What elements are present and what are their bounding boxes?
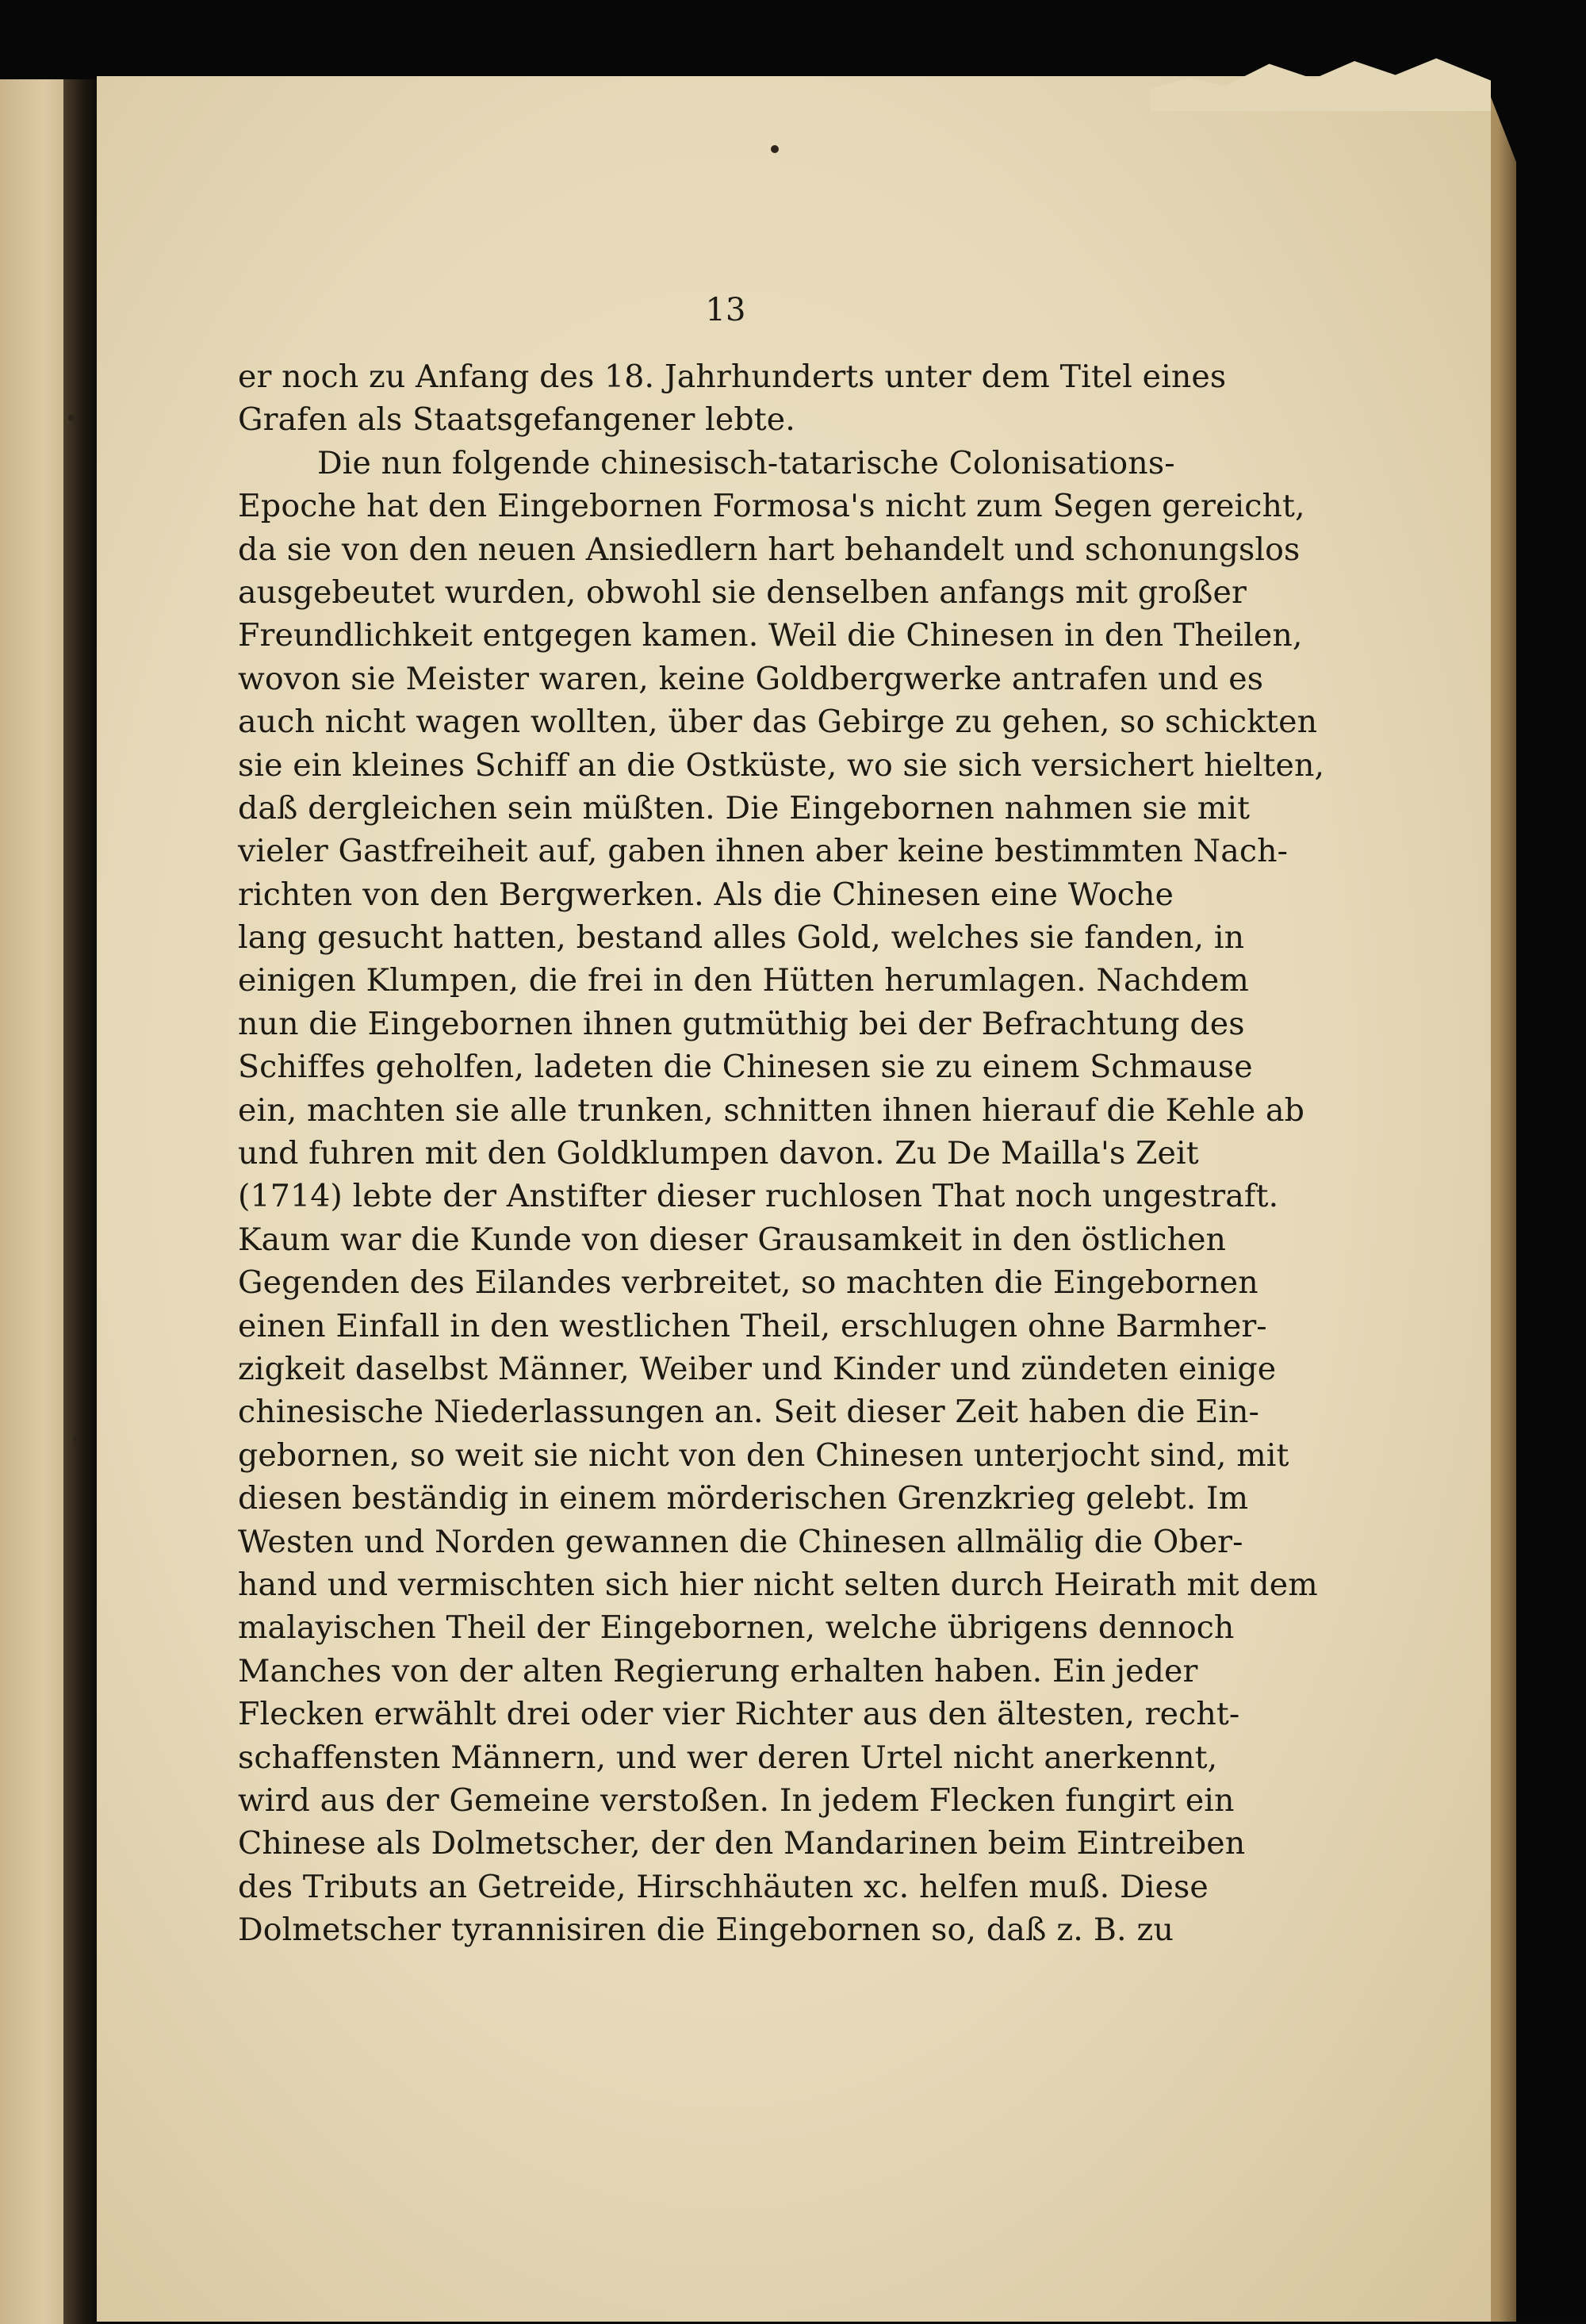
text-line: sie ein kleines Schiff an die Ostküste, wo sie sich versichert hielten, [238,746,1325,784]
text-line: gebornen, so weit sie nicht von den Chinesen unterjocht sind, mit [238,1436,1289,1474]
text-line: einigen Klumpen, die frei in den Hütten herumlagen. Nachdem [238,962,1249,999]
text-line: ein, machten sie alle trunken, schnitten ihnen hierauf die Kehle ab [238,1091,1305,1129]
text-line: Chinese als Dolmetscher, der den Mandarinen beim Eintreiben [238,1825,1246,1862]
text-line: wovon sie Meister waren, keine Goldbergwerke antrafen und es [238,660,1264,697]
text-line: da sie von den neuen Ansiedlern hart behandelt und schonungslos [238,531,1301,568]
text-line: hand und vermischten sich hier nicht selten durch Heirath mit dem [238,1566,1318,1603]
text-line: Gegenden des Eilandes verbreitet, so machten die Eingebornen [238,1264,1258,1302]
body-text [238,355,1325,1951]
text-line: lang gesucht hatten, bestand alles Gold, welches sie fanden, in [238,919,1245,957]
text-line: des Tributs an Getreide, Hirschhäuten xc. helfen muß. Diese [238,1868,1209,1905]
text-line: Freundlichkeit entgegen kamen. Weil die Chinesen in den Theilen, [238,617,1303,654]
text-line: Die nun folgende chinesisch-tatarische Colonisations- [317,444,1175,481]
text-line: chinesische Niederlassungen an. Seit dieser Zeit haben die Ein- [238,1394,1259,1431]
ink-speck [68,415,75,421]
text-line: schaffensten Männern, und wer deren Urtel nicht anerkennt, [238,1739,1218,1776]
text-line: und fuhren mit den Goldklumpen davon. Zu De Mailla's Zeit [238,1135,1199,1172]
text-line: auch nicht wagen wollten, über das Gebirge zu gehen, so schickten [238,704,1318,741]
left-page-edge [0,79,73,2324]
text-line: einen Einfall in den westlichen Theil, erschlugen ohne Barmher- [238,1307,1267,1344]
text-line: richten von den Bergwerken. Als die Chinesen eine Woche [238,876,1174,913]
torn-top-corner [1150,56,1491,111]
ink-speck [771,145,779,153]
text-line: Epoche hat den Eingebornen Formosa's nicht zum Segen gereicht, [238,488,1305,525]
text-line: Grafen als Staatsgefangener lebte. [238,401,795,439]
text-line: ausgebeutet wurden, obwohl sie denselben anfangs mit großer [238,573,1247,611]
text-line: daß dergleichen sein müßten. Die Eingebornen nahmen sie mit [238,789,1251,826]
text-line: Flecken erwählt drei oder vier Richter aus den ältesten, recht- [238,1696,1240,1733]
text-line: er noch zu Anfang des 18. Jahrhunderts unter dem Titel eines [238,359,1227,395]
text-line: zigkeit daselbst Männer, Weiber und Kinder und zündeten einige [238,1350,1277,1387]
text-line: (1714) lebte der Anstifter dieser ruchlosen That noch ungestraft. [238,1178,1279,1215]
text-line: Manches von der alten Regierung erhalten haben. Ein jeder [238,1652,1198,1689]
text-line: Schiffes geholfen, ladeten die Chinesen sie zu einem Schmause [238,1049,1253,1086]
text-line: wird aus der Gemeine verstoßen. In jedem Flecken fungirt ein [238,1781,1235,1819]
text-line: Dolmetscher tyrannisiren die Eingebornen so, daß z. B. zu [238,1912,1174,1949]
ink-speck [73,1436,79,1442]
text-line: diesen beständig in einem mörderischen Grenzkrieg gelebt. Im [238,1480,1249,1517]
text-line: vieler Gastfreiheit auf, gaben ihnen aber keine bestimmten Nach- [238,833,1289,870]
page-number: 13 [705,292,746,328]
text-line: malayischen Theil der Eingebornen, welche übrigens dennoch [238,1609,1235,1647]
text-line: Kaum war die Kunde von dieser Grausamkeit in den östlichen [238,1221,1227,1258]
text-line: nun die Eingebornen ihnen gutmüthig bei der Befrachtung des [238,1005,1245,1042]
text-line: Westen und Norden gewannen die Chinesen allmälig die Ober- [238,1523,1243,1560]
